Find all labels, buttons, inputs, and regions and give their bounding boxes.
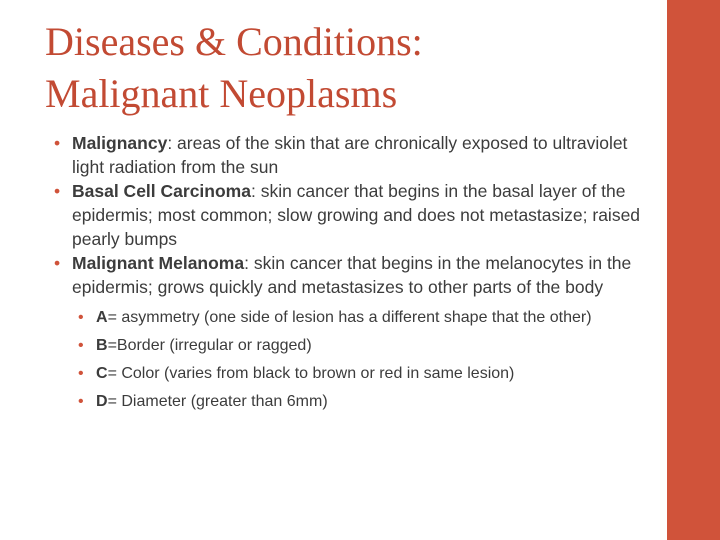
slide-title xyxy=(45,16,645,120)
bullet-icon: • xyxy=(78,365,84,382)
bullet-text: : skin cancer that begins in the melanocytes in the epidermis; grows quickly and metastasizes to other parts of the body xyxy=(72,253,632,297)
bullet-icon: • xyxy=(78,337,84,354)
sub-bullet-term: B xyxy=(96,337,108,354)
sub-bullet-text: = Diameter (greater than 6mm) xyxy=(107,393,328,410)
bullet-item-basal-cell-carcinoma xyxy=(54,179,654,251)
bullet-term: Malignancy xyxy=(72,133,168,153)
sub-bullet-text: = asymmetry (one side of lesion has a different shape that the other) xyxy=(107,309,592,326)
bullet-term: Basal Cell Carcinoma xyxy=(72,181,251,201)
sub-bullet-term: A xyxy=(96,309,108,326)
title-line-1: Diseases & Conditions: xyxy=(45,19,423,64)
sub-bullet-text: =Border (irregular or ragged) xyxy=(107,337,312,354)
sub-bullet-term: D xyxy=(96,393,108,410)
bullet-icon: • xyxy=(54,181,61,201)
sub-bullet-a xyxy=(78,307,654,329)
bullet-item-malignant-melanoma xyxy=(54,251,654,299)
bullet-icon: • xyxy=(54,253,61,273)
bullet-text: : areas of the skin that are chronically exposed to ultraviolet light radiation from the sun xyxy=(72,133,628,177)
sub-bullet-text: = Color (varies from black to brown or red in same lesion) xyxy=(107,365,515,382)
title-line-2: Malignant Neoplasms xyxy=(45,71,398,116)
bullet-term: Malignant Melanoma xyxy=(72,253,245,273)
sub-bullet-c xyxy=(78,363,654,385)
slide-body xyxy=(54,131,654,419)
bullet-item-malignancy xyxy=(54,131,654,179)
accent-bar xyxy=(667,0,720,540)
sub-bullet-b xyxy=(78,335,654,357)
bullet-icon: • xyxy=(54,133,61,153)
bullet-icon: • xyxy=(78,309,84,326)
bullet-icon: • xyxy=(78,393,84,410)
abcd-sublist xyxy=(78,307,654,413)
sub-bullet-d xyxy=(78,391,654,413)
sub-bullet-term: C xyxy=(96,365,108,382)
bullet-text: : skin cancer that begins in the basal layer of the epidermis; most common; slow growing and does not metastasize; raised pearly bumps xyxy=(72,181,641,249)
